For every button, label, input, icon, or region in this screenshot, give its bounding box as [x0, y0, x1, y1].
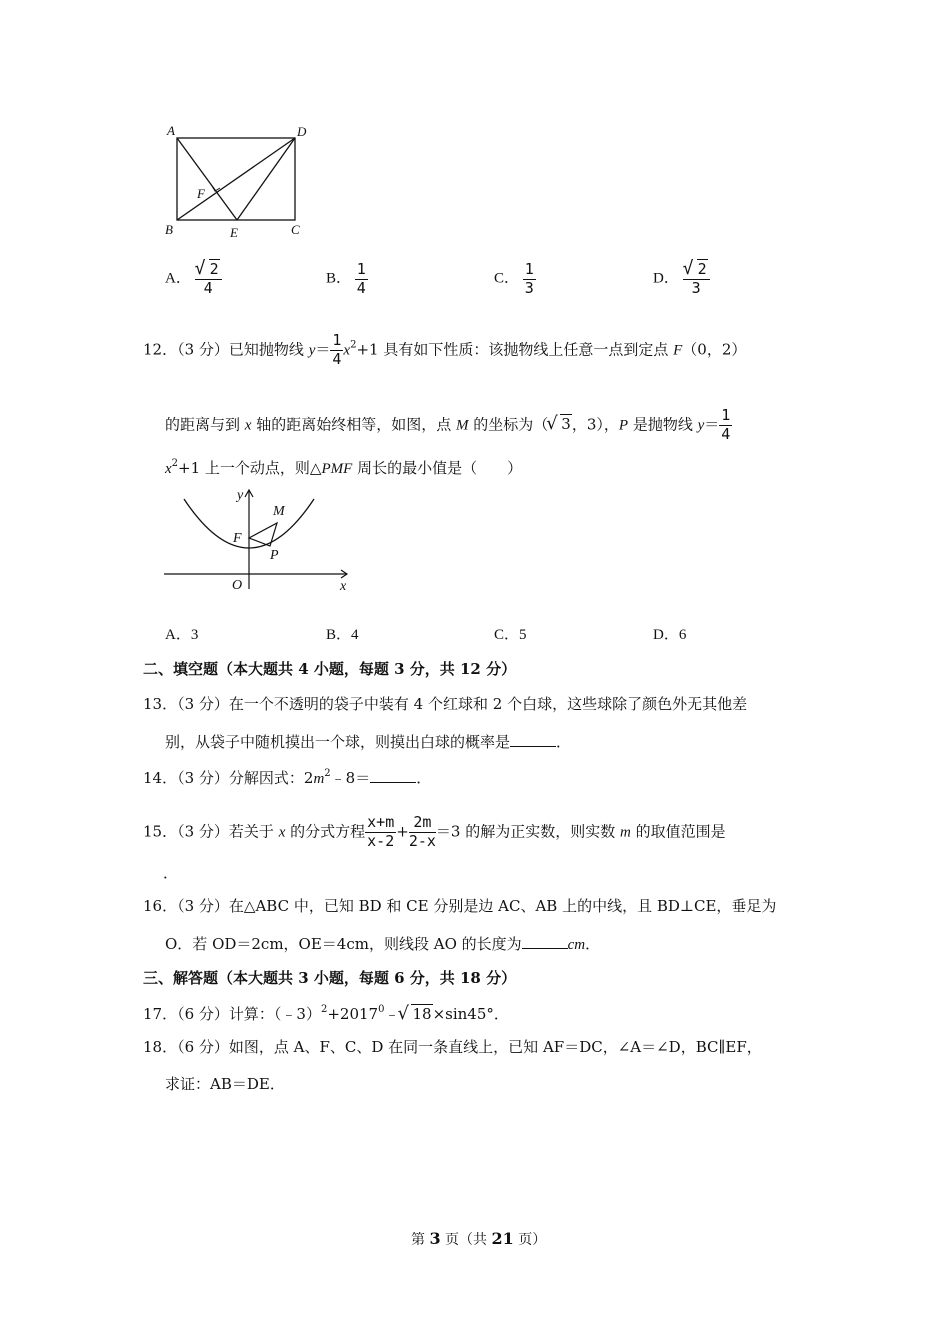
- text: O．若 OD＝2cm，OE＝4cm，则线段 AO 的长度为: [165, 935, 522, 953]
- var-y: y: [308, 342, 316, 359]
- var-x: x: [278, 824, 286, 841]
- text: ．: [416, 769, 432, 787]
- label-c: C: [291, 222, 300, 237]
- radicand: 2: [697, 260, 707, 278]
- text: +1 上一个动点，则△: [178, 459, 322, 477]
- exponent: 2: [171, 458, 179, 469]
- q13-line2: [165, 734, 571, 750]
- label-e: E: [230, 225, 238, 240]
- answer-blank[interactable]: [522, 936, 568, 949]
- q12-option-a[interactable]: A．3: [165, 627, 199, 643]
- question-number: 13．: [143, 695, 178, 713]
- q11-option-b[interactable]: [326, 262, 368, 297]
- q12-line1: [143, 333, 746, 368]
- label-f: F: [233, 531, 242, 546]
- option-fraction: [355, 262, 368, 297]
- page-number: 3: [429, 1229, 441, 1248]
- text: 页）: [513, 1232, 547, 1248]
- text: 别，从袋子中随机摸出一个球，则摸出白球的概率是: [165, 733, 511, 751]
- text: 第: [411, 1232, 430, 1248]
- text: 是抛物线: [628, 415, 698, 434]
- exponent: 2: [350, 339, 357, 351]
- text: ．: [585, 935, 601, 953]
- numerator: x+m: [367, 813, 395, 831]
- var-m: m: [620, 824, 631, 841]
- q16-line2: [165, 936, 600, 953]
- q12-option-b[interactable]: B．4: [326, 627, 359, 643]
- answer-blank[interactable]: [370, 770, 416, 783]
- q11-option-a[interactable]: [165, 262, 222, 297]
- section-heading-solutions: 三、解答题（本大题共 3 小题，每题 6 分，共 18 分）: [143, 969, 517, 987]
- q18-line2: 求证：AB＝DE．: [165, 1075, 285, 1093]
- q11-option-d[interactable]: [653, 262, 710, 297]
- text: （3 分）在一个不透明的袋子中装有 4 个红球和 2 个白球，这些球除了颜色外无其他差: [177, 695, 748, 713]
- text: 的取值范围是: [630, 822, 726, 841]
- label-f: F: [197, 186, 205, 201]
- q17-line: [143, 1005, 509, 1022]
- fraction: [330, 333, 343, 368]
- numerator: 2m: [409, 815, 436, 833]
- option-fraction: [195, 262, 222, 297]
- text: ，3），: [571, 415, 619, 434]
- text: 页（共: [440, 1232, 492, 1248]
- radicand: 3: [561, 415, 571, 434]
- denominator: 4: [721, 424, 731, 443]
- radicand: 2: [209, 260, 219, 278]
- text: （6 分）如图，点 A、F、C、D 在同一条直线上，已知 AF＝DC，∠A＝∠D，BC∥EF，: [177, 1038, 762, 1056]
- var-x: x: [165, 461, 172, 477]
- q12-option-c[interactable]: C．5: [494, 627, 527, 643]
- label-d: D: [297, 124, 307, 139]
- text: 周长的最小值是（ ）: [352, 459, 523, 477]
- option-letter: B．: [326, 270, 352, 287]
- question-number: 14．: [143, 769, 178, 787]
- var-f: F: [673, 342, 683, 359]
- text: +2017: [327, 1005, 379, 1023]
- denominator: 3: [524, 278, 534, 297]
- label-x: x: [340, 579, 347, 594]
- q15-line1: [143, 815, 726, 850]
- text: 的坐标为（: [468, 415, 549, 434]
- answer-blank[interactable]: [510, 734, 556, 747]
- denominator: 2-x: [408, 831, 436, 850]
- var-p: P: [618, 417, 629, 434]
- numerator: 1: [332, 331, 342, 349]
- question-number: 18．: [143, 1038, 178, 1056]
- radicand: 18: [412, 1005, 432, 1023]
- rectangle-figure: [160, 120, 320, 245]
- option-letter: C．: [494, 270, 520, 287]
- text: ＝: [315, 340, 331, 359]
- label-o: O: [232, 578, 243, 593]
- text: 已知抛物线: [228, 340, 309, 359]
- q12-line2: [165, 408, 732, 443]
- var-x: x: [244, 417, 252, 434]
- text: （3 分）在△ABC 中，已知 BD 和 CE 分别是边 AC、AB 上的中线，且 BD⊥CE，垂足为: [177, 897, 777, 915]
- unit: cm: [567, 937, 586, 953]
- label-y: y: [237, 488, 244, 503]
- fraction: [365, 815, 396, 850]
- exponent: 0: [378, 1004, 385, 1015]
- text: ﹣: [384, 1005, 400, 1023]
- page-total: 21: [491, 1229, 514, 1248]
- label-b: B: [165, 222, 173, 237]
- exponent: 2: [324, 768, 331, 779]
- text: +1 具有如下性质：该抛物线上任意一点到定点: [356, 340, 674, 359]
- numerator: 1: [721, 406, 731, 424]
- exponent: 2: [320, 1004, 328, 1015]
- sqrt: [399, 1007, 432, 1022]
- label-a: A: [167, 123, 175, 138]
- numerator: 1: [356, 260, 366, 278]
- text: ＝3 的解为正实数，则实数: [435, 822, 620, 841]
- numerator: 1: [524, 260, 534, 278]
- denominator: 3: [691, 278, 701, 297]
- text: +: [396, 822, 409, 841]
- q18-line1: [143, 1040, 762, 1055]
- denominator: x-2: [367, 831, 395, 850]
- question-number: 15．: [143, 822, 178, 841]
- q16-line1: [143, 899, 776, 914]
- denominator: 4: [203, 278, 213, 297]
- label-p: P: [270, 548, 279, 563]
- denominator: 4: [332, 349, 342, 368]
- option-fraction: [523, 262, 536, 297]
- text: （6 分）计算：（﹣3）: [177, 1005, 321, 1023]
- text: 轴的距离始终相等，如图，点: [251, 415, 456, 434]
- q12-option-d[interactable]: D．6: [653, 627, 687, 643]
- text: ﹣8＝: [330, 769, 371, 787]
- score: （3 分）: [177, 340, 229, 359]
- label-m: M: [273, 504, 285, 519]
- var-y: y: [697, 417, 705, 434]
- section-heading-fill-in: 二、填空题（本大题共 4 小题，每题 3 分，共 12 分）: [143, 660, 517, 678]
- question-number: 17．: [143, 1005, 178, 1023]
- q14-line: [143, 769, 431, 787]
- var-m: M: [456, 417, 469, 434]
- page-footer: [411, 1231, 546, 1247]
- denominator: 4: [356, 278, 366, 297]
- fraction: [409, 815, 436, 850]
- var-m: m: [313, 771, 325, 787]
- text: 的分式方程: [285, 822, 366, 841]
- option-letter: A．: [165, 270, 191, 287]
- question-number: 16．: [143, 897, 178, 915]
- text: （3 分）分解因式：2: [177, 769, 314, 787]
- q13-line1: [143, 697, 747, 712]
- q15-line2: ．: [163, 864, 179, 882]
- var-pmf: PMF: [321, 461, 353, 477]
- text: （0，2）: [682, 340, 747, 359]
- text: （3 分）若关于: [177, 822, 279, 841]
- sqrt: [548, 417, 572, 432]
- text: ．: [556, 733, 572, 751]
- text: ×sin45°．: [432, 1005, 509, 1023]
- q12-line3: [165, 459, 522, 477]
- option-fraction: [683, 262, 710, 297]
- text: ＝: [704, 415, 720, 434]
- option-letter: D．: [653, 270, 679, 287]
- fraction: [719, 408, 732, 443]
- question-number: 12．: [143, 340, 178, 359]
- parabola-figure: [160, 485, 360, 595]
- text: 的距离与到: [165, 415, 245, 434]
- q11-option-c[interactable]: [494, 262, 536, 297]
- var-x: x: [343, 342, 351, 359]
